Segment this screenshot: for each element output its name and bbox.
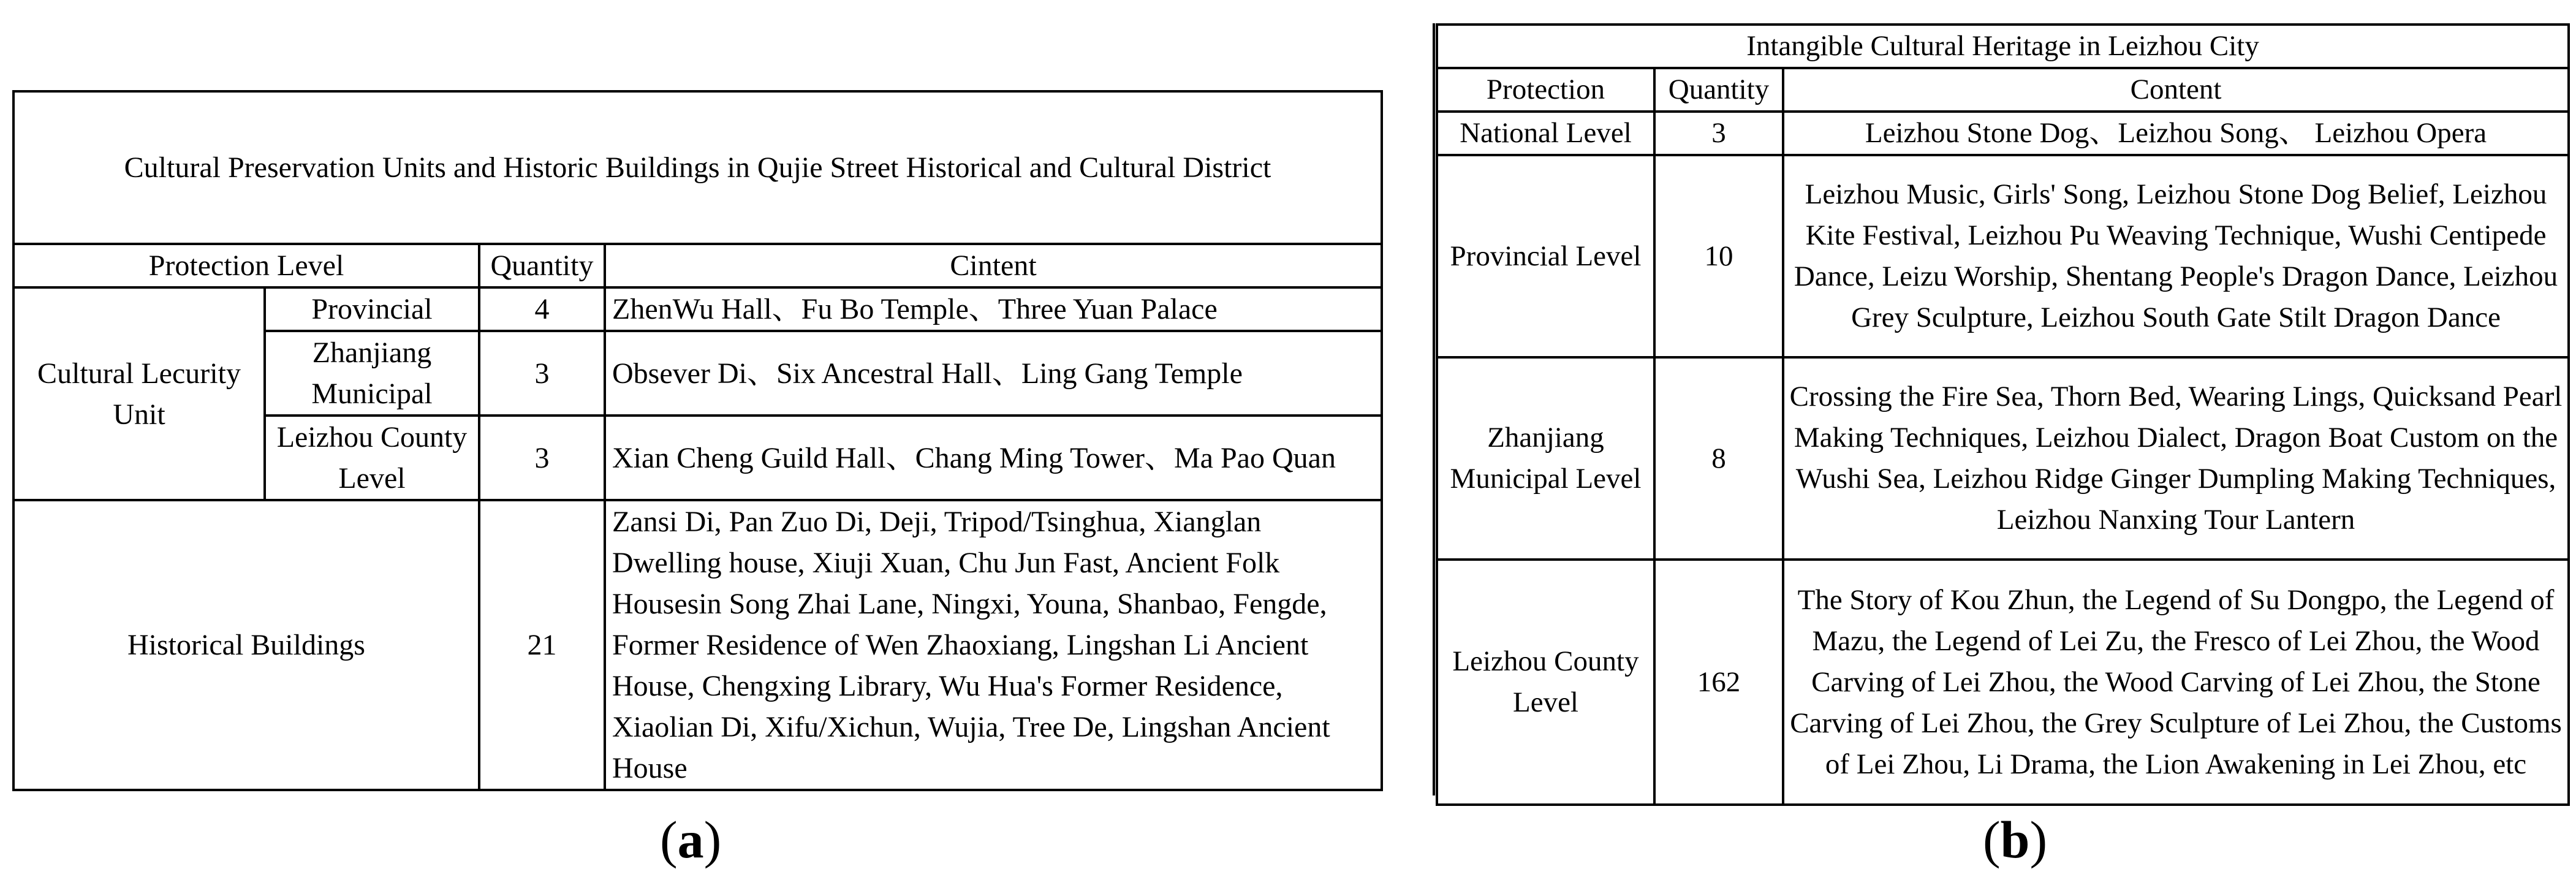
table-a-content-cell: Obsever Di、Six Ancestral Hall、Ling Gang Temple — [605, 331, 1382, 416]
table-a-historical-content: Zansi Di, Pan Zuo Di, Deji, Tripod/Tsinghua, Xianglan Dwelling house, Xiuji Xuan, Chu Jun Fast, Ancient Folk Housesin Song Zhai Lane, Ningxi, Youna, Shanbao, Fengde, Former Residence of Wen Zhaoxiang, Lingshan Li Ancient House, Chengxing Library, Wu Hua's Former Residence, Xiaolian Di, Xifu/Xichun, Wujia, Tree De, Lingshan Ancient House — [605, 500, 1382, 790]
table-a-title: Cultural Preservation Units and Historic Buildings in Qujie Street Historical and Cultural District — [13, 91, 1382, 244]
table-a-header-protection-level: Protection Level — [13, 244, 479, 287]
caption-b-letter: b — [2000, 810, 2030, 869]
caption-b — [1983, 809, 2047, 870]
table-b-content-cell: Leizhou Stone Dog、Leizhou Song、 Leizhou Opera — [1783, 112, 2569, 155]
table-b-level-cell: Leizhou County Level — [1437, 560, 1654, 805]
caption-b-open: ( — [1983, 810, 2001, 869]
table-b-level-cell: Provincial Level — [1437, 155, 1654, 357]
table-b-quantity-cell: 162 — [1654, 560, 1783, 805]
table-a-level-cell: Zhanjiang Municipal — [265, 331, 479, 416]
table-a-header-content: Cintent — [605, 244, 1382, 287]
table-b-header-protection: Protection — [1437, 68, 1654, 112]
table-a-level-cell: Provincial — [265, 287, 479, 331]
table-b-quantity-cell: 3 — [1654, 112, 1783, 155]
table-a-content-cell: ZhenWu Hall、Fu Bo Temple、Three Yuan Palace — [605, 287, 1382, 331]
table-a-historical-quantity: 21 — [479, 500, 605, 790]
table-b-content-cell: The Story of Kou Zhun, the Legend of Su Dongpo, the Legend of Mazu, the Legend of Lei Zu, the Fresco of Lei Zhou, the Wood Carving of Lei Zhou, the Wood Carving of Lei Zhou, the Stone Carving of Lei Zhou, the Grey Sculpture of Lei Zhou, the Customs of Lei Zhou, Li Drama, the Lion Awakening in Lei Zhou, etc — [1783, 560, 2569, 805]
table-b-content-cell: Crossing the Fire Sea, Thorn Bed, Wearing Lings, Quicksand Pearl Making Techniques, Leizhou Dialect, Dragon Boat Custom on the Wushi Sea, Leizhou Ridge Ginger Dumpling Making Techniques, Leizhou Nanxing Tour Lantern — [1783, 357, 2569, 560]
caption-a-letter: a — [677, 810, 704, 869]
table-a-quantity-cell: 4 — [479, 287, 605, 331]
caption-a-open: ( — [660, 810, 678, 869]
table-cultural-preservation-units — [12, 90, 1383, 791]
table-intangible-cultural-heritage — [1436, 23, 2570, 806]
table-b-level-cell: Zhanjiang Municipal Level — [1437, 357, 1654, 560]
table-b-quantity-cell: 8 — [1654, 357, 1783, 560]
table-b-content-cell: Leizhou Music, Girls' Song, Leizhou Stone Dog Belief, Leizhou Kite Festival, Leizhou Pu Weaving Technique, Wushi Centipede Dance, Leizu Worship, Shentang People's Dragon Dance, Leizhou Grey Sculpture, Leizhou South Gate Stilt Dragon Dance — [1783, 155, 2569, 357]
table-a-group-label: Cultural Lecurity Unit — [13, 287, 265, 500]
caption-a — [660, 809, 721, 870]
table-a-content-cell: Xian Cheng Guild Hall、Chang Ming Tower、Ma Pao Quan — [605, 416, 1382, 500]
table-b-title: Intangible Cultural Heritage in Leizhou City — [1437, 25, 2569, 68]
caption-a-close: ) — [703, 810, 722, 869]
table-a-quantity-cell: 3 — [479, 416, 605, 500]
table-a-level-cell: Leizhou County Level — [265, 416, 479, 500]
table-b-level-cell: National Level — [1437, 112, 1654, 155]
caption-b-close: ) — [2029, 810, 2048, 869]
table-b-left-rule — [1433, 23, 1435, 795]
table-a-header-quantity: Quantity — [479, 244, 605, 287]
table-b-header-quantity: Quantity — [1654, 68, 1783, 112]
table-b-quantity-cell: 10 — [1654, 155, 1783, 357]
table-a-historical-buildings-label: Historical Buildings — [13, 500, 479, 790]
table-b-header-content: Content — [1783, 68, 2569, 112]
table-a-quantity-cell: 3 — [479, 331, 605, 416]
